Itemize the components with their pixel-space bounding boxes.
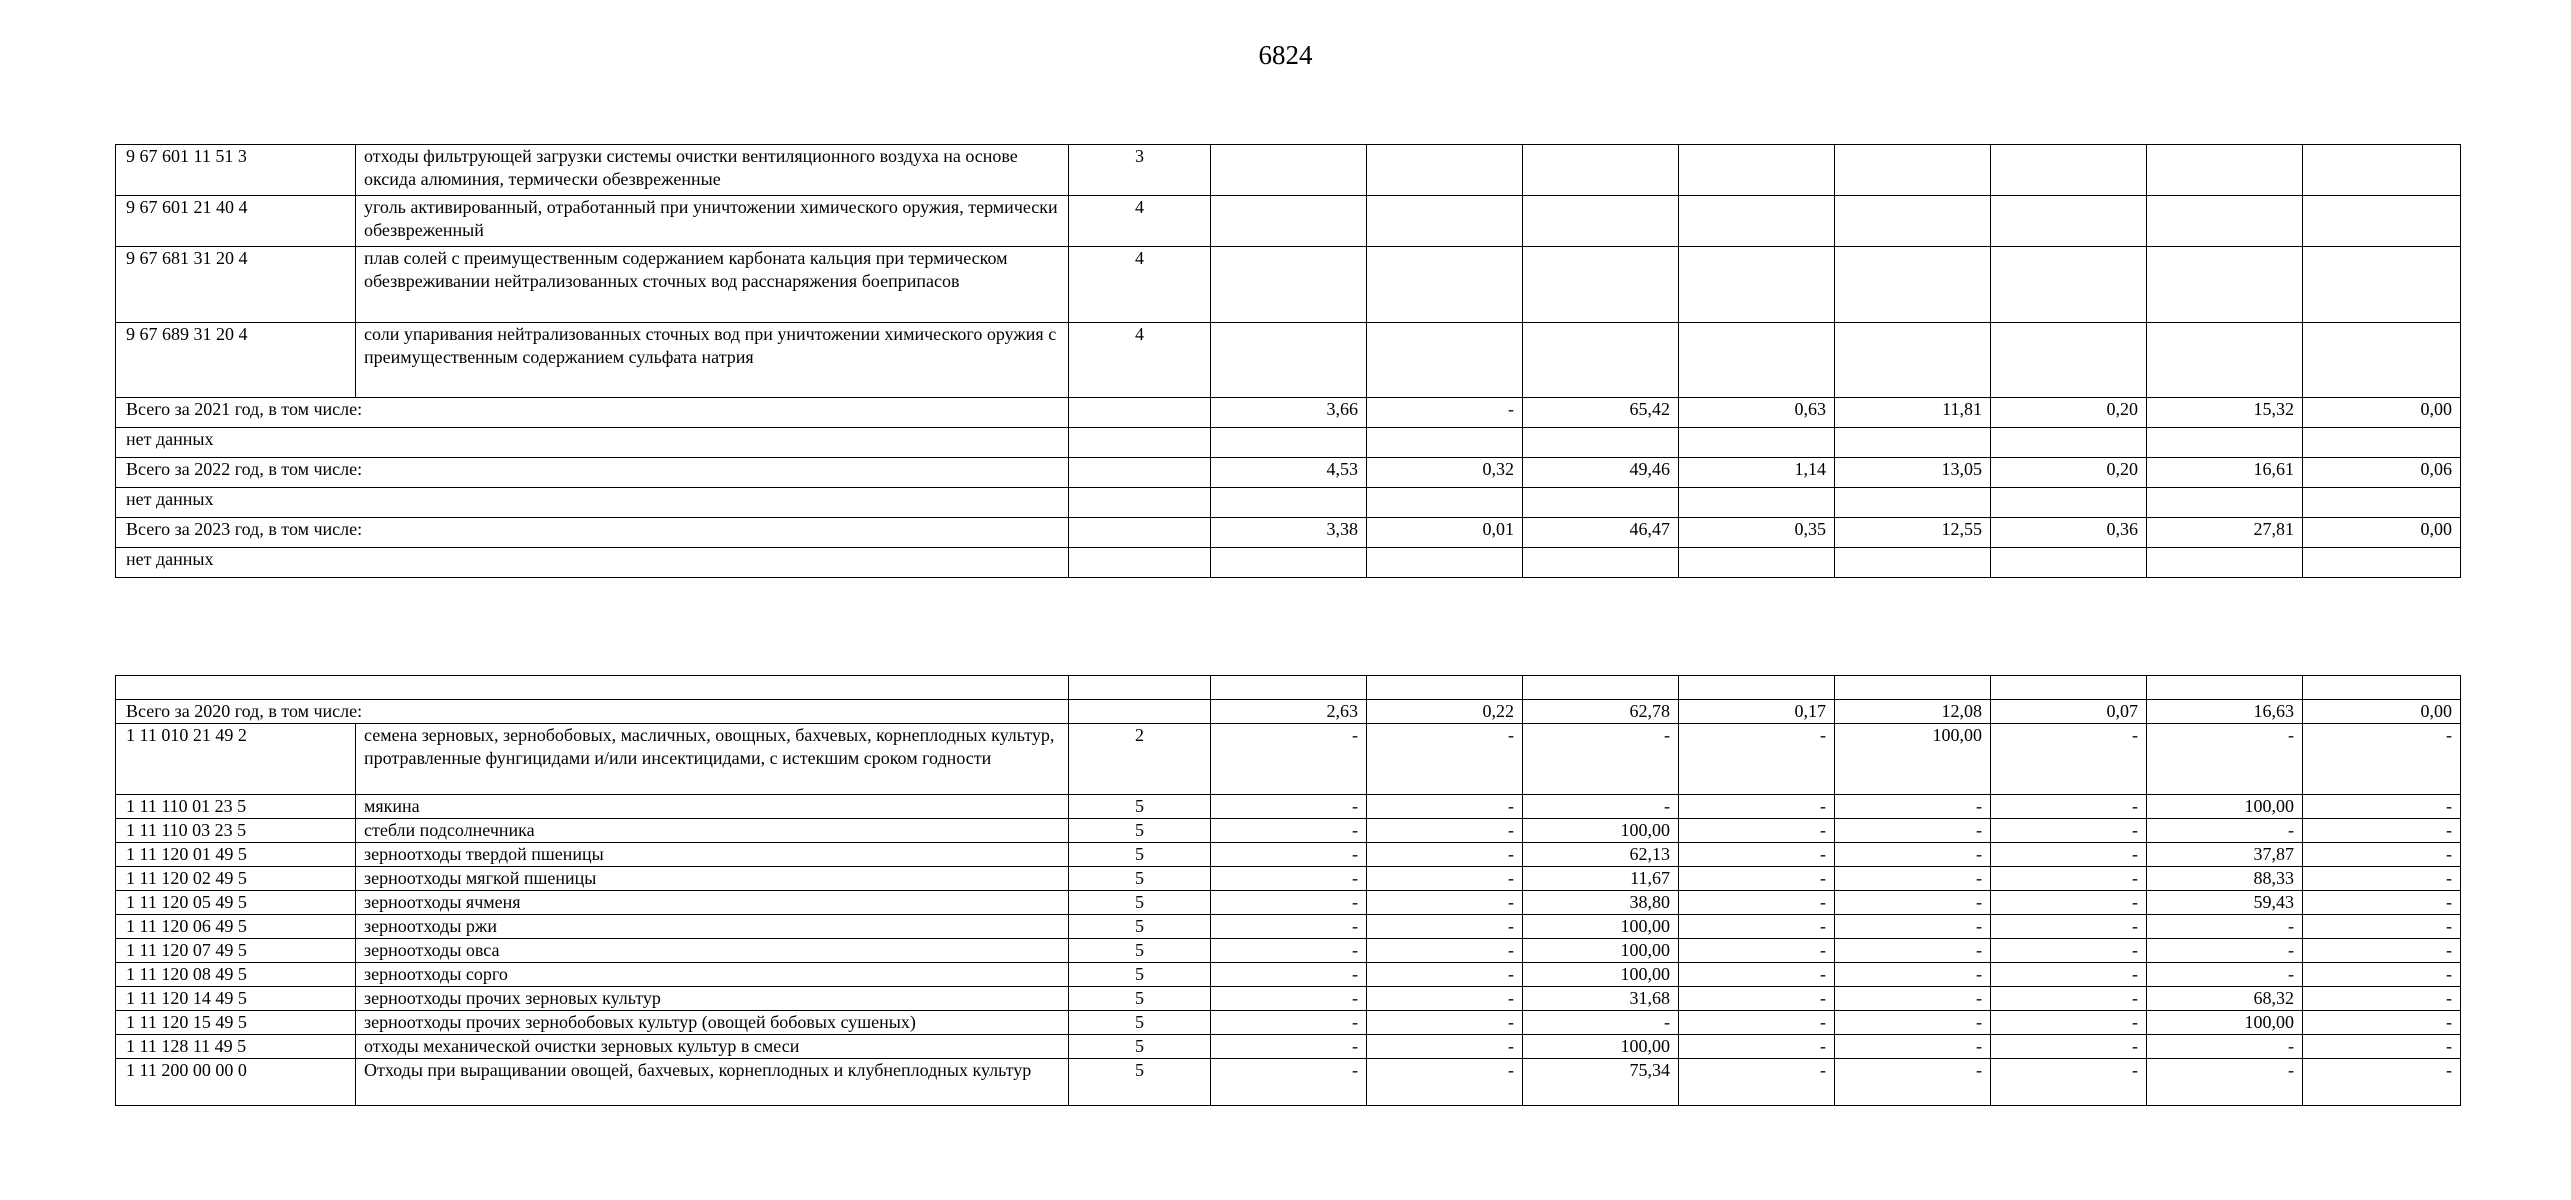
value-cell [1211,145,1367,196]
value-cell: - [1211,867,1367,891]
value-cell: - [1679,987,1835,1011]
value-cell: - [1991,891,2147,915]
value-cell: - [1523,1011,1679,1035]
waste-code: 1 11 120 14 49 5 [116,987,356,1011]
hazard-class: 5 [1069,963,1211,987]
value-cell [1835,323,1991,398]
no-data-label: нет данных [116,488,1069,518]
value-cell [1991,196,2147,247]
table-row [116,819,2461,843]
value-cell: 11,67 [1523,867,1679,891]
value-cell: - [1991,1011,2147,1035]
empty-cell [1069,518,1211,548]
total-value: 0,00 [2303,518,2461,548]
waste-code: 1 11 120 07 49 5 [116,939,356,963]
value-cell: 100,00 [1523,819,1679,843]
waste-name: зерноотходы сорго [356,963,1069,987]
value-cell [1523,247,1679,323]
value-cell: - [1991,963,2147,987]
header-row-blank [116,676,2461,700]
table-row [116,1059,2461,1106]
value-cell: - [1211,963,1367,987]
total-value: 3,38 [1211,518,1367,548]
table-row [116,1035,2461,1059]
value-cell: - [1211,819,1367,843]
value-cell: - [1991,867,2147,891]
total-value: 12,55 [1835,518,1991,548]
total-value: 0,35 [1679,518,1835,548]
empty-cell [1367,676,1523,700]
hazard-class: 5 [1069,819,1211,843]
total-row [116,700,2461,724]
waste-name: зерноотходы прочих зернобобовых культур (овощей бобовых сушеных) [356,1011,1069,1035]
value-cell [2303,247,2461,323]
value-cell: 68,32 [2147,987,2303,1011]
value-cell [1211,247,1367,323]
waste-name: зерноотходы мягкой пшеницы [356,867,1069,891]
value-cell: - [1679,963,1835,987]
value-cell: - [1211,724,1367,795]
value-cell [2147,196,2303,247]
value-cell: - [2303,843,2461,867]
value-cell [1211,196,1367,247]
value-cell: - [1991,987,2147,1011]
value-cell: - [1679,891,1835,915]
total-value: 46,47 [1523,518,1679,548]
total-value: 1,14 [1679,458,1835,488]
table-row [116,196,2461,247]
total-label: Всего за 2021 год, в том числе: [116,398,1069,428]
value-cell: - [2147,939,2303,963]
hazard-class: 4 [1069,247,1211,323]
total-value: 0,06 [2303,458,2461,488]
empty-cell [1211,488,1367,518]
waste-name: отходы фильтрующей загрузки системы очистки вентиляционного воздуха на основе оксида алюминия, термически обезвреженные [356,145,1069,196]
total-value: 16,61 [2147,458,2303,488]
empty-cell [2147,676,2303,700]
value-cell [1679,196,1835,247]
total-value: 0,36 [1991,518,2147,548]
total-value: 0,00 [2303,398,2461,428]
empty-cell [1991,548,2147,578]
total-row [116,518,2461,548]
value-cell: - [1835,963,1991,987]
value-cell: 100,00 [1523,915,1679,939]
value-cell: - [1367,867,1523,891]
value-cell: - [1835,939,1991,963]
value-cell: - [2147,819,2303,843]
empty-cell [1211,548,1367,578]
value-cell: - [1835,987,1991,1011]
waste-code: 1 11 120 01 49 5 [116,843,356,867]
empty-cell [1991,428,2147,458]
empty-cell [1069,676,1211,700]
value-cell [1523,145,1679,196]
empty-cell [1523,428,1679,458]
empty-cell [1211,676,1367,700]
empty-cell [2303,428,2461,458]
value-cell: - [1211,843,1367,867]
total-value: 15,32 [2147,398,2303,428]
waste-name: соли упаривания нейтрализованных сточных вод при уничтожении химического оружия с преимущественным содержанием сульфата натрия [356,323,1069,398]
hazard-class: 5 [1069,891,1211,915]
value-cell: - [1523,724,1679,795]
value-cell: - [1367,795,1523,819]
value-cell [1367,145,1523,196]
value-cell: - [2303,987,2461,1011]
value-cell: - [1523,795,1679,819]
waste-name: Отходы при выращивании овощей, бахчевых, корнеплодных и клубнеплодных культур [356,1059,1069,1106]
waste-name: отходы механической очистки зерновых культур в смеси [356,1035,1069,1059]
value-cell [2303,323,2461,398]
value-cell [1523,196,1679,247]
total-value: 0,07 [1991,700,2147,724]
waste-name: зерноотходы ржи [356,915,1069,939]
value-cell: 38,80 [1523,891,1679,915]
table-row [116,795,2461,819]
value-cell [2147,145,2303,196]
total-value: 0,20 [1991,458,2147,488]
hazard-class: 5 [1069,1059,1211,1106]
waste-code: 1 11 200 00 00 0 [116,1059,356,1106]
empty-cell [1069,700,1211,724]
table-row [116,915,2461,939]
value-cell: - [1367,1011,1523,1035]
value-cell: - [1991,819,2147,843]
empty-cell [1367,428,1523,458]
value-cell: - [1211,1059,1367,1106]
value-cell [2303,145,2461,196]
total-value: 0,01 [1367,518,1523,548]
hazard-class: 5 [1069,795,1211,819]
value-cell: - [1835,795,1991,819]
value-cell: - [1367,963,1523,987]
waste-code: 1 11 120 08 49 5 [116,963,356,987]
value-cell: 62,13 [1523,843,1679,867]
hazard-class: 4 [1069,323,1211,398]
no-data-row [116,428,2461,458]
value-cell: - [1367,1035,1523,1059]
empty-cell [1069,458,1211,488]
empty-cell [1835,548,1991,578]
table-row [116,145,2461,196]
value-cell [1991,247,2147,323]
empty-cell [2303,676,2461,700]
value-cell: - [1835,891,1991,915]
empty-cell [1991,488,2147,518]
empty-cell [116,676,1069,700]
value-cell [1367,196,1523,247]
value-cell: - [1367,724,1523,795]
value-cell: - [1367,891,1523,915]
value-cell: - [1367,915,1523,939]
value-cell: - [2303,1059,2461,1106]
value-cell: - [1679,915,1835,939]
table-row [116,891,2461,915]
value-cell: - [1835,867,1991,891]
value-cell [1835,145,1991,196]
value-cell [1367,247,1523,323]
value-cell: - [1991,915,2147,939]
value-cell: - [1211,891,1367,915]
empty-cell [1211,428,1367,458]
value-cell: - [1211,1035,1367,1059]
hazard-class: 2 [1069,724,1211,795]
waste-code: 1 11 010 21 49 2 [116,724,356,795]
value-cell: - [1367,1059,1523,1106]
value-cell: - [1835,843,1991,867]
empty-cell [2303,548,2461,578]
empty-cell [1991,676,2147,700]
value-cell: - [1835,1011,1991,1035]
total-value: 65,42 [1523,398,1679,428]
value-cell [1991,145,2147,196]
waste-code: 1 11 120 15 49 5 [116,1011,356,1035]
empty-cell [1835,428,1991,458]
no-data-label: нет данных [116,548,1069,578]
total-value: 11,81 [1835,398,1991,428]
waste-table-lower [115,675,2461,1106]
value-cell [1835,196,1991,247]
empty-cell [1069,548,1211,578]
value-cell: - [1679,1059,1835,1106]
table-row [116,963,2461,987]
value-cell: - [1991,843,2147,867]
empty-cell [1679,676,1835,700]
waste-code: 1 11 120 02 49 5 [116,867,356,891]
value-cell: - [2303,795,2461,819]
value-cell: - [1679,795,1835,819]
total-row [116,458,2461,488]
value-cell: 100,00 [1523,963,1679,987]
hazard-class: 5 [1069,987,1211,1011]
value-cell: - [1991,1035,2147,1059]
hazard-class: 5 [1069,915,1211,939]
total-value: - [1367,398,1523,428]
value-cell: - [2303,867,2461,891]
total-value: 0,22 [1367,700,1523,724]
value-cell: 75,34 [1523,1059,1679,1106]
total-value: 0,20 [1991,398,2147,428]
no-data-row [116,548,2461,578]
no-data-row [116,488,2461,518]
empty-cell [2147,548,2303,578]
hazard-class: 4 [1069,196,1211,247]
empty-cell [1367,488,1523,518]
page-number: 6824 [1258,40,1313,70]
empty-cell [1069,428,1211,458]
empty-cell [1523,548,1679,578]
value-cell [1991,323,2147,398]
total-value: 0,63 [1679,398,1835,428]
value-cell: - [2147,1059,2303,1106]
empty-cell [1069,398,1211,428]
total-value: 3,66 [1211,398,1367,428]
value-cell: - [1211,987,1367,1011]
value-cell: 88,33 [2147,867,2303,891]
waste-table-upper [115,144,2461,578]
no-data-label: нет данных [116,428,1069,458]
waste-name: зерноотходы твердой пшеницы [356,843,1069,867]
value-cell [2303,196,2461,247]
value-cell: - [2303,724,2461,795]
waste-code: 1 11 110 01 23 5 [116,795,356,819]
waste-name: зерноотходы ячменя [356,891,1069,915]
value-cell: - [1211,1011,1367,1035]
table-row [116,1011,2461,1035]
value-cell: - [1835,819,1991,843]
value-cell: - [2147,1035,2303,1059]
empty-cell [1835,488,1991,518]
value-cell [1679,145,1835,196]
value-cell: 37,87 [2147,843,2303,867]
waste-name: мякина [356,795,1069,819]
hazard-class: 3 [1069,145,1211,196]
total-label: Всего за 2020 год, в том числе: [116,700,1069,724]
total-value: 0,32 [1367,458,1523,488]
empty-cell [2147,428,2303,458]
value-cell: - [2147,724,2303,795]
hazard-class: 5 [1069,843,1211,867]
total-value: 0,17 [1679,700,1835,724]
total-value: 4,53 [1211,458,1367,488]
hazard-class: 5 [1069,1011,1211,1035]
value-cell: - [1679,939,1835,963]
value-cell [2147,323,2303,398]
value-cell: - [1835,1059,1991,1106]
table-row [116,987,2461,1011]
value-cell: 100,00 [1835,724,1991,795]
waste-code: 9 67 601 21 40 4 [116,196,356,247]
hazard-class: 5 [1069,867,1211,891]
value-cell: - [2303,915,2461,939]
waste-code: 9 67 601 11 51 3 [116,145,356,196]
waste-name: семена зерновых, зернобобовых, масличных, овощных, бахчевых, корнеплодных культур, протравленные фунгицидами и/или инсектицидами, с истекшим сроком годности [356,724,1069,795]
empty-cell [1523,488,1679,518]
value-cell: - [1367,987,1523,1011]
total-label: Всего за 2022 год, в том числе: [116,458,1069,488]
value-cell: - [1679,1035,1835,1059]
value-cell: - [1991,1059,2147,1106]
hazard-class: 5 [1069,1035,1211,1059]
value-cell: - [1367,843,1523,867]
total-value: 62,78 [1523,700,1679,724]
value-cell [1367,323,1523,398]
value-cell: - [2303,891,2461,915]
value-cell: - [1835,915,1991,939]
value-cell: - [1991,795,2147,819]
total-value: 12,08 [1835,700,1991,724]
total-value: 27,81 [2147,518,2303,548]
waste-code: 1 11 110 03 23 5 [116,819,356,843]
empty-cell [2303,488,2461,518]
waste-name: зерноотходы прочих зерновых культур [356,987,1069,1011]
table-row [116,939,2461,963]
value-cell [1835,247,1991,323]
value-cell: 100,00 [2147,1011,2303,1035]
value-cell: - [2303,939,2461,963]
value-cell: - [1679,867,1835,891]
empty-cell [1679,488,1835,518]
value-cell: - [2303,1035,2461,1059]
value-cell: - [2303,963,2461,987]
value-cell: 100,00 [1523,1035,1679,1059]
value-cell: 59,43 [2147,891,2303,915]
waste-name: плав солей с преимущественным содержанием карбоната кальция при термическом обезвреживании нейтрализованных сточных вод расснаряжения боеприпасов [356,247,1069,323]
value-cell: - [1211,915,1367,939]
empty-cell [1367,548,1523,578]
value-cell [1523,323,1679,398]
waste-name: стебли подсолнечника [356,819,1069,843]
waste-code: 1 11 128 11 49 5 [116,1035,356,1059]
value-cell: - [1367,939,1523,963]
table-row [116,843,2461,867]
value-cell: 31,68 [1523,987,1679,1011]
total-label: Всего за 2023 год, в том числе: [116,518,1069,548]
total-value: 0,00 [2303,700,2461,724]
value-cell [2147,247,2303,323]
value-cell: 100,00 [2147,795,2303,819]
waste-name: зерноотходы овса [356,939,1069,963]
value-cell [1211,323,1367,398]
empty-cell [1835,676,1991,700]
waste-name: уголь активированный, отработанный при уничтожении химического оружия, термически обезвреженный [356,196,1069,247]
value-cell: - [1367,819,1523,843]
table-row [116,323,2461,398]
total-value: 16,63 [2147,700,2303,724]
value-cell: - [1679,1011,1835,1035]
value-cell: - [1211,795,1367,819]
total-value: 2,63 [1211,700,1367,724]
value-cell: - [1211,939,1367,963]
value-cell: - [2303,819,2461,843]
total-value: 49,46 [1523,458,1679,488]
waste-code: 9 67 681 31 20 4 [116,247,356,323]
empty-cell [1523,676,1679,700]
value-cell: - [2147,915,2303,939]
total-value: 13,05 [1835,458,1991,488]
hazard-class: 5 [1069,939,1211,963]
value-cell: - [1835,1035,1991,1059]
waste-code: 1 11 120 06 49 5 [116,915,356,939]
value-cell: - [2303,1011,2461,1035]
waste-code: 9 67 689 31 20 4 [116,323,356,398]
empty-cell [2147,488,2303,518]
empty-cell [1679,428,1835,458]
empty-cell [1679,548,1835,578]
table-row [116,247,2461,323]
value-cell [1679,323,1835,398]
value-cell: - [1991,939,2147,963]
value-cell: - [2147,963,2303,987]
value-cell: - [1991,724,2147,795]
value-cell: 100,00 [1523,939,1679,963]
value-cell: - [1679,724,1835,795]
value-cell: - [1679,819,1835,843]
total-row [116,398,2461,428]
value-cell: - [1679,843,1835,867]
waste-code: 1 11 120 05 49 5 [116,891,356,915]
value-cell [1679,247,1835,323]
empty-cell [1069,488,1211,518]
table-row [116,724,2461,795]
table-row [116,867,2461,891]
